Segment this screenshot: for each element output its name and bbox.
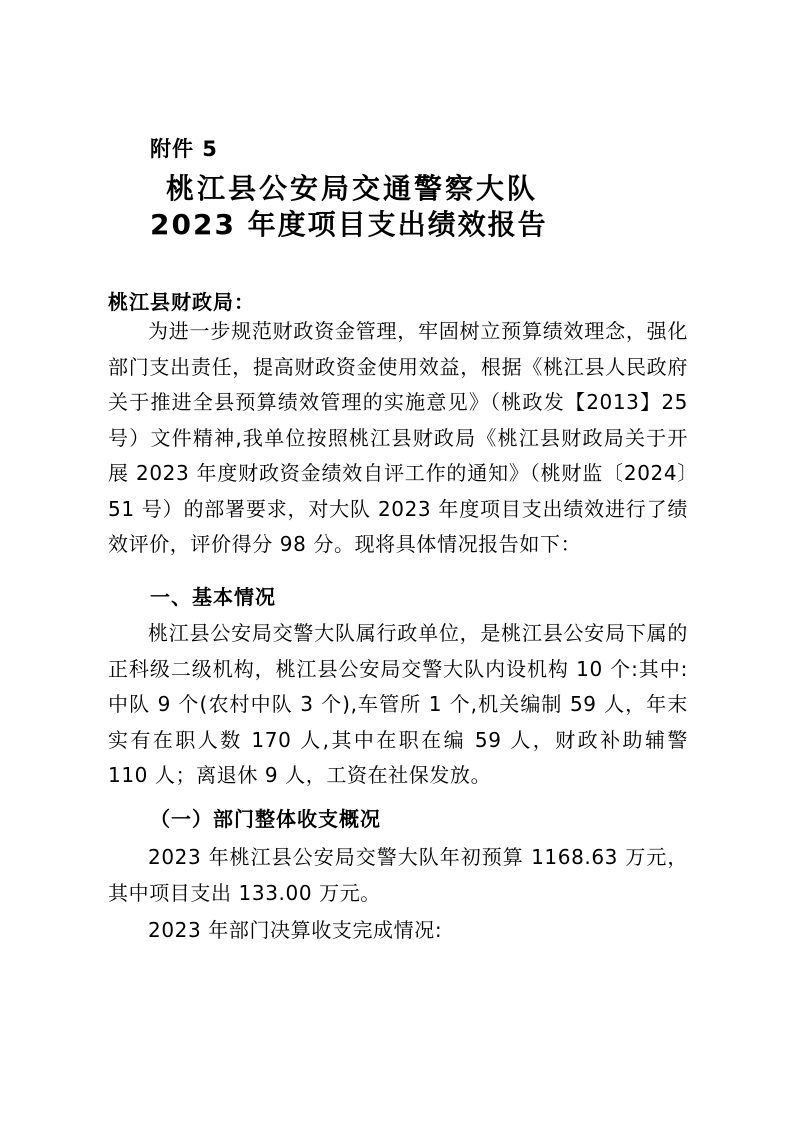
- section-heading-basic-info: 一、基本情况: [150, 585, 276, 609]
- document-title-line-1: 桃江县公安局交通警察大队: [166, 172, 539, 205]
- addressee: 桃江县财政局：: [108, 290, 255, 314]
- final-account-line: 2023 年部门决算收支完成情况:: [148, 918, 443, 942]
- budget-paragraph: 2023 年桃江县公安局交警大队年初预算 1168.63 万元，其中项目支出 133.00 万元。: [108, 845, 688, 905]
- intro-paragraph: 为进一步规范财政资金管理，牢固树立预算绩效理念，强化部门支出责任，提高财政资金使用效益，根据《桃江县人民政府关于推进全县预算绩效管理的实施意见》（桃政发【2013】25 号）文件精神,我单位按照桃江县财政局《桃江县财政局关于开展 2023 年度财政资金绩效自评工作的通知》（桃财监〔2024〕51 号）的部署要求，对大队 2023 年度项目支出绩效进行了绩效评价，评价得分 98 分。现将具体情况报告如下：: [108, 319, 688, 556]
- document-title-line-2: 2023 年度项目支出绩效报告: [150, 208, 548, 241]
- attachment-label: 附件 5: [150, 137, 218, 161]
- subsection-heading-income-expense: （一）部门整体收支概况: [150, 807, 381, 831]
- basic-info-paragraph: 桃江县公安局交警大队属行政单位，是桃江县公安局下属的正科级二级机构，桃江县公安局交警大队内设机构 10 个:其中:中队 9 个(农村中队 3 个),车管所 1 个,机关编制 59 人，年末实有在职人数 170 人,其中在职在编 59 人，财政补助辅警 110 人；离退休 9 人，工资在社保发放。: [108, 621, 688, 787]
